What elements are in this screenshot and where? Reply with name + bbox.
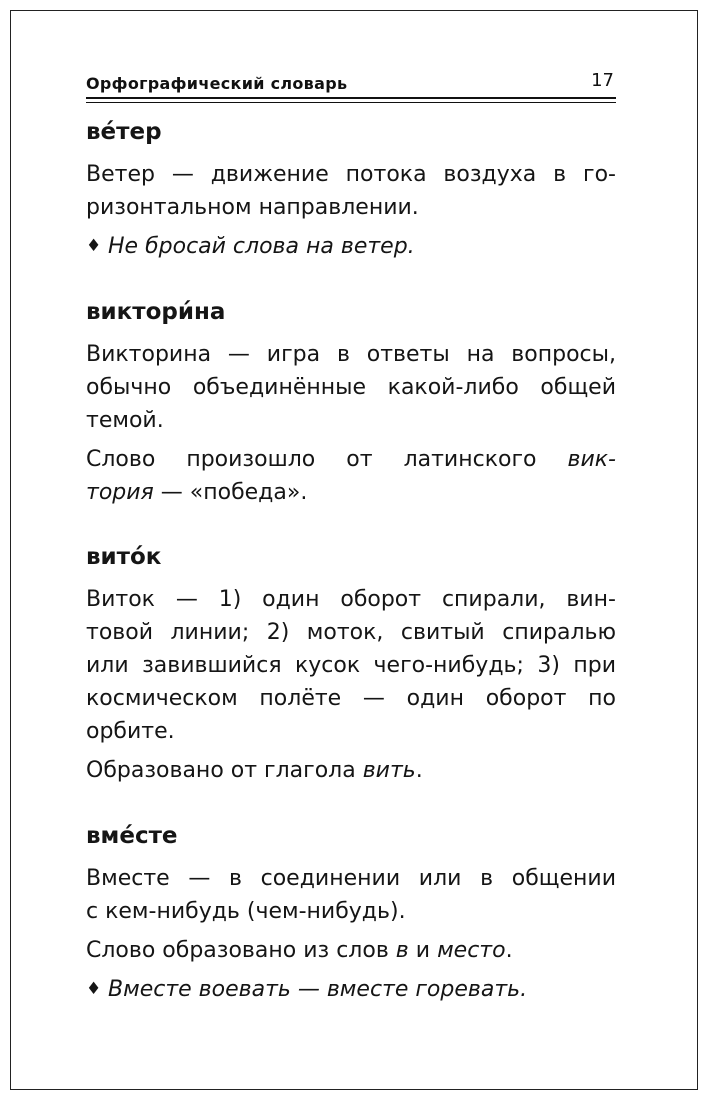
entry-headword: виктори́на [86, 299, 226, 325]
definition-line: или завившийся кусок чего-нибудь; 3) при [86, 653, 616, 678]
definition-line: Вместе — в соединении или в общении [86, 866, 616, 891]
header-rule-thick [86, 97, 616, 99]
origin-word: вить [362, 758, 416, 783]
definition-line: Ветер — движение потока воздуха в го- [86, 162, 616, 187]
definition-line: товой линии; 2) моток, свитый спиралью [86, 620, 616, 645]
definition-line: ризонтальном направлении. [86, 195, 419, 220]
definition-line: Виток — 1) один оборот спирали, вин- [86, 587, 616, 612]
entry-headword: ве́тер [86, 119, 162, 145]
header-title: Орфографический словарь [86, 74, 348, 93]
entry-headword: вме́сте [86, 823, 178, 849]
origin-word: вик- [567, 447, 616, 472]
origin-prefix: Образовано от глагола [86, 758, 363, 783]
origin-line [86, 476, 616, 509]
definition-line: обычно объединённые какой-либо общей [86, 375, 616, 400]
example-line [86, 973, 616, 1006]
definition-line: Викторина — игра в ответы на вопросы, [86, 342, 616, 367]
origin-prefix: Слово образовано из слов [86, 938, 396, 963]
running-header [86, 70, 616, 94]
definition-line: орбите. [86, 719, 175, 744]
diamond-bullet-icon: ♦ [86, 979, 102, 999]
example-line [86, 230, 616, 263]
origin-word: в [395, 938, 409, 963]
entry-headword: вито́к [86, 544, 162, 570]
diamond-bullet-icon: ♦ [86, 236, 102, 256]
page-number: 17 [591, 70, 614, 91]
definition-line: с кем-нибудь (чем-нибудь). [86, 899, 406, 924]
example-text: Не бросай слова на ветер. [108, 234, 415, 259]
origin-word: тория [86, 480, 154, 505]
entry-veter [86, 118, 616, 263]
entry-viktorina [86, 298, 616, 509]
origin-line [86, 443, 616, 476]
origin-suffix: — «победа». [153, 480, 308, 505]
origin-word: место [437, 938, 506, 963]
definition-line: космическом полёте — один оборот по [86, 686, 616, 711]
header-rule-thin [86, 102, 616, 103]
origin-line [86, 754, 616, 787]
entry-vmeste [86, 822, 616, 1006]
origin-middle: и [408, 938, 438, 963]
origin-line [86, 934, 616, 967]
origin-prefix: Слово произошло от латинского [86, 447, 568, 472]
origin-suffix: . [505, 938, 513, 963]
example-text: Вместе воевать — вместе горевать. [108, 977, 528, 1002]
origin-suffix: . [415, 758, 423, 783]
entry-vitok [86, 543, 616, 787]
definition-line: темой. [86, 408, 164, 433]
